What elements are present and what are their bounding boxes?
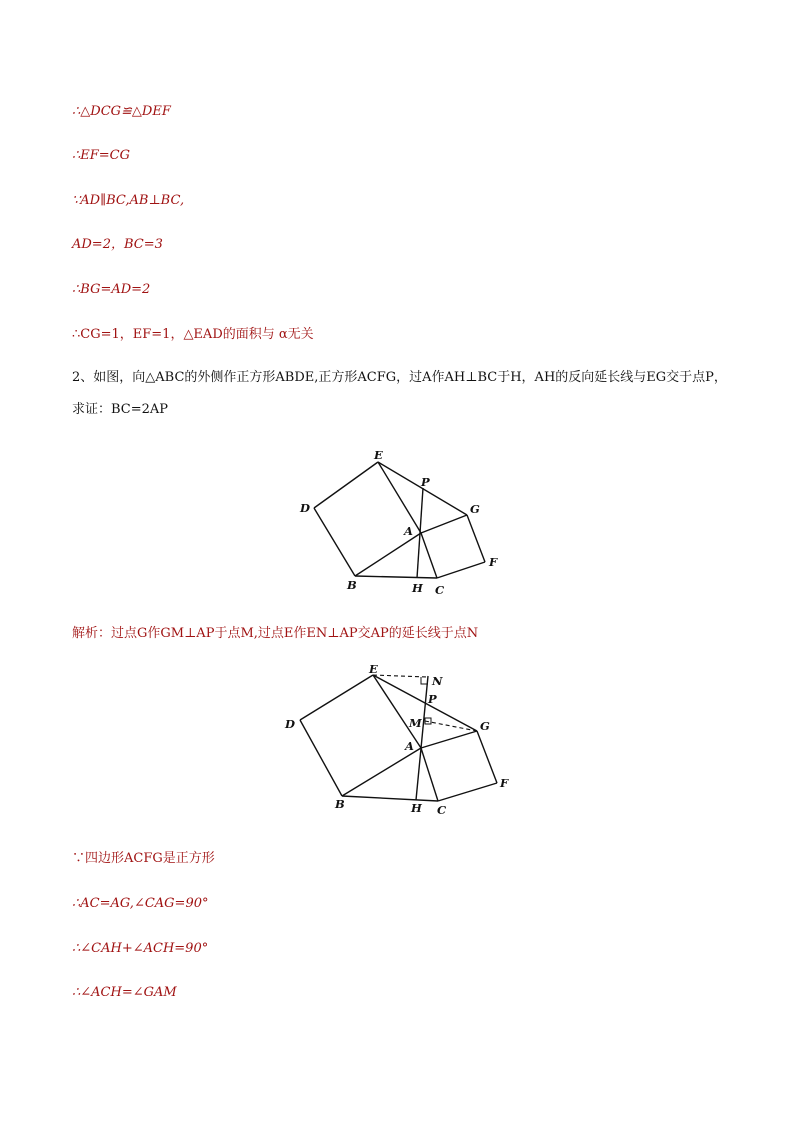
figure-1 bbox=[290, 445, 510, 605]
proof-line-10: ∴∠ACH=∠GAM bbox=[72, 985, 177, 1000]
seg-AE bbox=[373, 675, 421, 748]
seg-BC bbox=[342, 796, 438, 801]
seg-BA bbox=[342, 748, 421, 796]
seg-BC bbox=[355, 576, 437, 578]
seg-ED bbox=[314, 462, 378, 508]
label-D: D bbox=[300, 501, 310, 515]
problem-text: 如图，向△ABC的外侧作正方形ABDE,正方形ACFG，过A作AH⊥BC于H，AH的反向延长线与EG交于点P，求证：BC=2AP bbox=[72, 370, 727, 417]
seg-CF bbox=[438, 783, 497, 801]
proof-line-9: ∴∠CAH+∠ACH=90° bbox=[72, 941, 209, 956]
seg-HN bbox=[416, 676, 428, 800]
dash-MG bbox=[425, 721, 477, 731]
label-D: D bbox=[285, 717, 295, 731]
proof-line-5: ∴BG=AD=2 bbox=[72, 282, 151, 297]
seg-BA bbox=[355, 533, 421, 576]
label-F: F bbox=[500, 776, 509, 790]
proof-line-3: ∵AD∥BC,AB⊥BC, bbox=[72, 193, 185, 208]
figure-2 bbox=[280, 660, 520, 820]
label-F: F bbox=[489, 555, 498, 569]
seg-GA bbox=[421, 731, 477, 748]
label-G: G bbox=[480, 719, 490, 733]
seg-FG bbox=[477, 731, 497, 783]
problem-number: 2、 bbox=[72, 370, 94, 385]
label-E: E bbox=[374, 448, 383, 462]
label-B: B bbox=[335, 797, 345, 811]
seg-CF bbox=[437, 562, 485, 578]
dash-EN bbox=[373, 675, 428, 677]
seg-AC bbox=[421, 748, 438, 801]
label-N: N bbox=[432, 674, 443, 688]
seg-DB bbox=[300, 720, 342, 796]
label-B: B bbox=[347, 578, 357, 592]
seg-FG bbox=[467, 515, 485, 562]
proof-line-8: ∴AC=AG,∠CAG=90° bbox=[72, 896, 209, 911]
seg-DB bbox=[314, 508, 355, 576]
seg-AE bbox=[378, 462, 421, 533]
solution-intro: 解析：过点G作GM⊥AP于点M,过点E作EN⊥AP交AP的延长线于点N bbox=[72, 626, 479, 641]
label-C: C bbox=[437, 803, 447, 817]
proof-line-1: ∴△DCG≌△DEF bbox=[72, 104, 171, 119]
label-A: A bbox=[404, 524, 413, 538]
seg-AC bbox=[421, 533, 437, 578]
problem-statement bbox=[72, 362, 732, 426]
label-M: M bbox=[409, 716, 422, 730]
figure-2-diagram bbox=[280, 660, 520, 820]
label-P: P bbox=[421, 475, 430, 489]
figure-1-diagram bbox=[290, 445, 510, 605]
label-E: E bbox=[369, 662, 378, 676]
proof-line-2: ∴EF=CG bbox=[72, 148, 131, 163]
label-H: H bbox=[412, 581, 423, 595]
label-G: G bbox=[470, 502, 480, 516]
label-A: A bbox=[405, 739, 414, 753]
proof-line-4: AD=2，BC=3 bbox=[72, 237, 163, 252]
label-P: P bbox=[428, 692, 437, 706]
seg-ED bbox=[300, 675, 373, 720]
seg-GA bbox=[421, 515, 467, 533]
label-C: C bbox=[435, 583, 445, 597]
proof-line-6: ∴CG=1，EF=1，△EAD的面积与 α无关 bbox=[72, 327, 314, 342]
label-H: H bbox=[411, 801, 422, 815]
proof-line-7: ∵四边形ACFG是正方形 bbox=[72, 851, 215, 866]
